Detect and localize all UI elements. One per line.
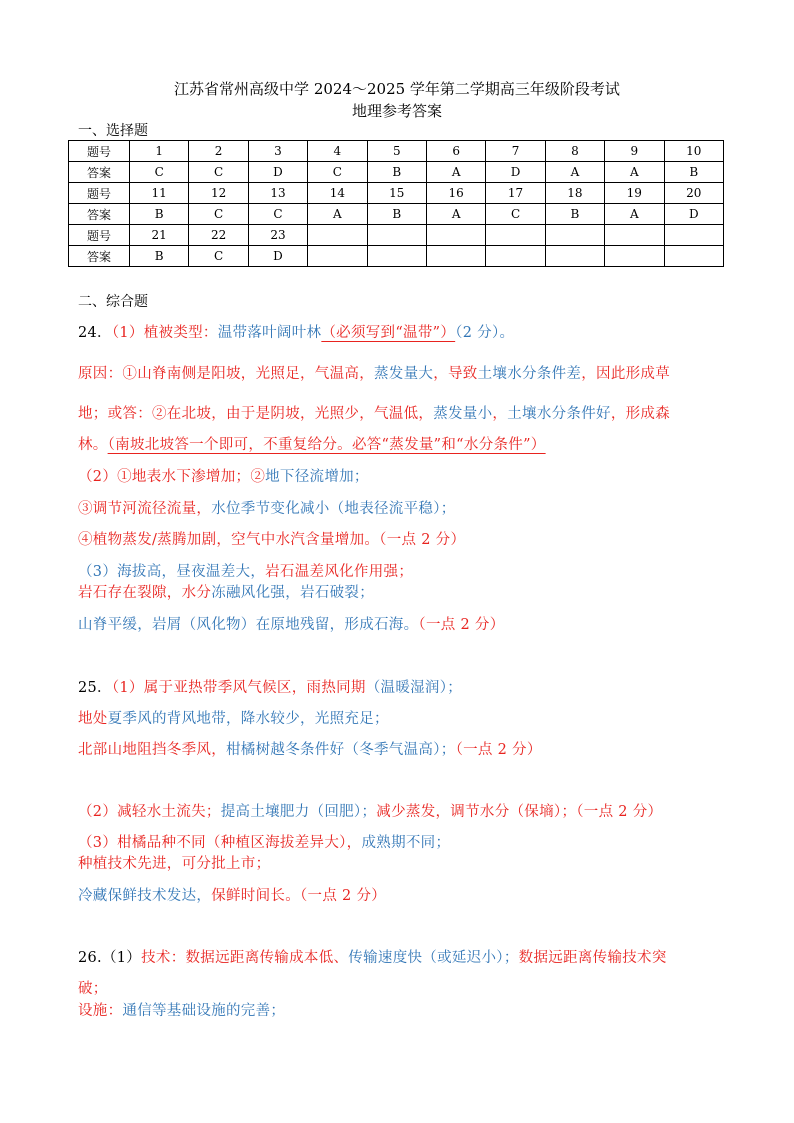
answer-table-row (69, 204, 724, 225)
answer-table (68, 140, 724, 267)
answer-table-cell: A (426, 162, 485, 183)
answer-table-cell: B (367, 162, 426, 183)
q24-part2-line3: ④植物蒸发/蒸腾加剧，空气中水汽含量增加。（一点 2 分） (78, 532, 466, 548)
q24-reason-line1: 原因：①山脊南侧是阳坡，光照足，气温高，蒸发量大，导致土壤水分条件差，因此形成草 (78, 366, 671, 382)
answer-table-cell (664, 225, 723, 246)
q26-part1-line1: 26.（1）技术：数据远距离传输成本低、传输速度快（或延迟小）；数据远距离传输技术突 (78, 950, 667, 966)
answer-table-row-head: 答案 (69, 162, 130, 183)
answer-table-cell: B (367, 204, 426, 225)
answer-table-cell: 13 (248, 183, 307, 204)
answer-table-cell: 17 (486, 183, 545, 204)
answer-table-cell: C (189, 246, 248, 267)
q25-number: 25． (78, 680, 112, 696)
q24-part3-line2: 岩石存在裂隙，水分冻融风化强，岩石破裂； (78, 585, 375, 601)
answer-table-cell (605, 246, 664, 267)
answer-table-cell (308, 246, 367, 267)
q25-part1-line1: 25．（1）属于亚热带季风气候区，雨热同期（温暖湿润）； (78, 680, 463, 696)
answer-table-row-head: 题号 (69, 183, 130, 204)
answer-table-cell: 6 (426, 141, 485, 162)
answer-table-cell: 15 (367, 183, 426, 204)
q24-part1: 24．（1）植被类型：温带落叶阔叶林（必须写到“温带”）（2 分）。 (78, 325, 515, 341)
answer-table-row-head: 题号 (69, 225, 130, 246)
answer-table-cell (605, 225, 664, 246)
answer-table-cell (545, 225, 604, 246)
answer-table-row-head: 答案 (69, 204, 130, 225)
answer-table-row-head: 题号 (69, 141, 130, 162)
answer-table-cell (545, 246, 604, 267)
answer-table-cell: 4 (308, 141, 367, 162)
answer-table-cell (426, 246, 485, 267)
section-title-comprehensive: 二、综合题 (78, 294, 148, 310)
answer-table-cell: 22 (189, 225, 248, 246)
answer-table-cell: 8 (545, 141, 604, 162)
answer-table-cell: A (308, 204, 367, 225)
q24-part3-line3: 山脊平缓，岩屑（风化物）在原地残留，形成石海。（一点 2 分） (78, 617, 505, 633)
answer-table-cell: D (486, 162, 545, 183)
q24-reason-line3: 林。（南坡北坡答一个即可，不重复给分。必答“蒸发量”和“水分条件”） (78, 437, 546, 453)
q25-part1-line2: 地处夏季风的背风地带，降水较少，光照充足； (78, 711, 389, 727)
section-title-multiple-choice: 一、选择题 (78, 123, 148, 139)
answer-table-cell: 20 (664, 183, 723, 204)
q25-part2: （2）减轻水土流失；提高土壤肥力（回肥）；减少蒸发，调节水分（保墒）；（一点 2 分） (78, 804, 663, 820)
answer-table-cell: C (248, 204, 307, 225)
answer-table-cell: A (605, 162, 664, 183)
answer-table-cell: B (130, 204, 189, 225)
exam-title: 江苏省常州高级中学 2024～2025 学年第二学期高三年级阶段考试 (174, 80, 620, 98)
answer-table-cell (486, 225, 545, 246)
answer-table-row (69, 183, 724, 204)
answer-table-cell: C (486, 204, 545, 225)
q25-part1-line3: 北部山地阻挡冬季风，柑橘树越冬条件好（冬季气温高）；（一点 2 分） (78, 742, 542, 758)
answer-table-cell (367, 246, 426, 267)
exam-subtitle: 地理参考答案 (351, 102, 442, 120)
q24-part2-line2: ③调节河流径流量，水位季节变化减小（地表径流平稳）； (78, 501, 456, 517)
answer-table-cell (426, 225, 485, 246)
answer-table-cell (308, 225, 367, 246)
answer-table-cell: 19 (605, 183, 664, 204)
answer-table-cell: 10 (664, 141, 723, 162)
answer-table-row (69, 162, 724, 183)
answer-table-cell: D (248, 246, 307, 267)
answer-table-cell: D (664, 204, 723, 225)
answer-table-cell: 12 (189, 183, 248, 204)
answer-table-cell (664, 246, 723, 267)
answer-table-row (69, 246, 724, 267)
answer-table-cell: 18 (545, 183, 604, 204)
q26-part1-line3: 设施：通信等基础设施的完善； (78, 1003, 286, 1019)
answer-table-cell: 2 (189, 141, 248, 162)
answer-table-cell (367, 225, 426, 246)
q25-part3-line2: 种植技术先进，可分批上市； (78, 856, 271, 872)
answer-table-cell: 7 (486, 141, 545, 162)
answer-table-cell: 1 (130, 141, 189, 162)
answer-table-cell: A (426, 204, 485, 225)
answer-table-cell: B (545, 204, 604, 225)
answer-table-cell: 11 (130, 183, 189, 204)
answer-table-cell: C (189, 204, 248, 225)
answer-table-cell: D (248, 162, 307, 183)
answer-table-row (69, 225, 724, 246)
answer-table-cell: A (605, 204, 664, 225)
answer-table-cell: 21 (130, 225, 189, 246)
answer-table-cell: A (545, 162, 604, 183)
q24-number: 24． (78, 325, 112, 341)
answer-table-cell: B (130, 246, 189, 267)
q25-part3-line3: 冷藏保鲜技术发达，保鲜时间长。（一点 2 分） (78, 888, 387, 904)
q24-reason-line2: 地；或答：②在北坡，由于是阴坡，光照少，气温低，蒸发量小，土壤水分条件好，形成森 (78, 406, 671, 422)
answer-table-cell: 3 (248, 141, 307, 162)
answer-table-cell: B (664, 162, 723, 183)
answer-table-cell: 16 (426, 183, 485, 204)
q24-part3-line1: （3）海拔高，昼夜温差大，岩石温差风化作用强； (78, 564, 414, 580)
answer-table-row-head: 答案 (69, 246, 130, 267)
answer-table-cell: C (130, 162, 189, 183)
q24-part2-line1: （2）①地表水下渗增加；②地下径流增加； (78, 469, 369, 485)
answer-table-cell: 5 (367, 141, 426, 162)
answer-table-cell: 14 (308, 183, 367, 204)
q26-number: 26.（1） (78, 950, 142, 966)
answer-table-cell (486, 246, 545, 267)
answer-table-row (69, 141, 724, 162)
answer-table-cell: 23 (248, 225, 307, 246)
answer-table-cell: 9 (605, 141, 664, 162)
answer-table-cell: C (189, 162, 248, 183)
answer-table-cell: C (308, 162, 367, 183)
q25-part3-line1: （3）柑橘品种不同（种植区海拔差异大），成熟期不同； (78, 835, 451, 851)
q26-part1-line2: 破； (78, 981, 108, 997)
